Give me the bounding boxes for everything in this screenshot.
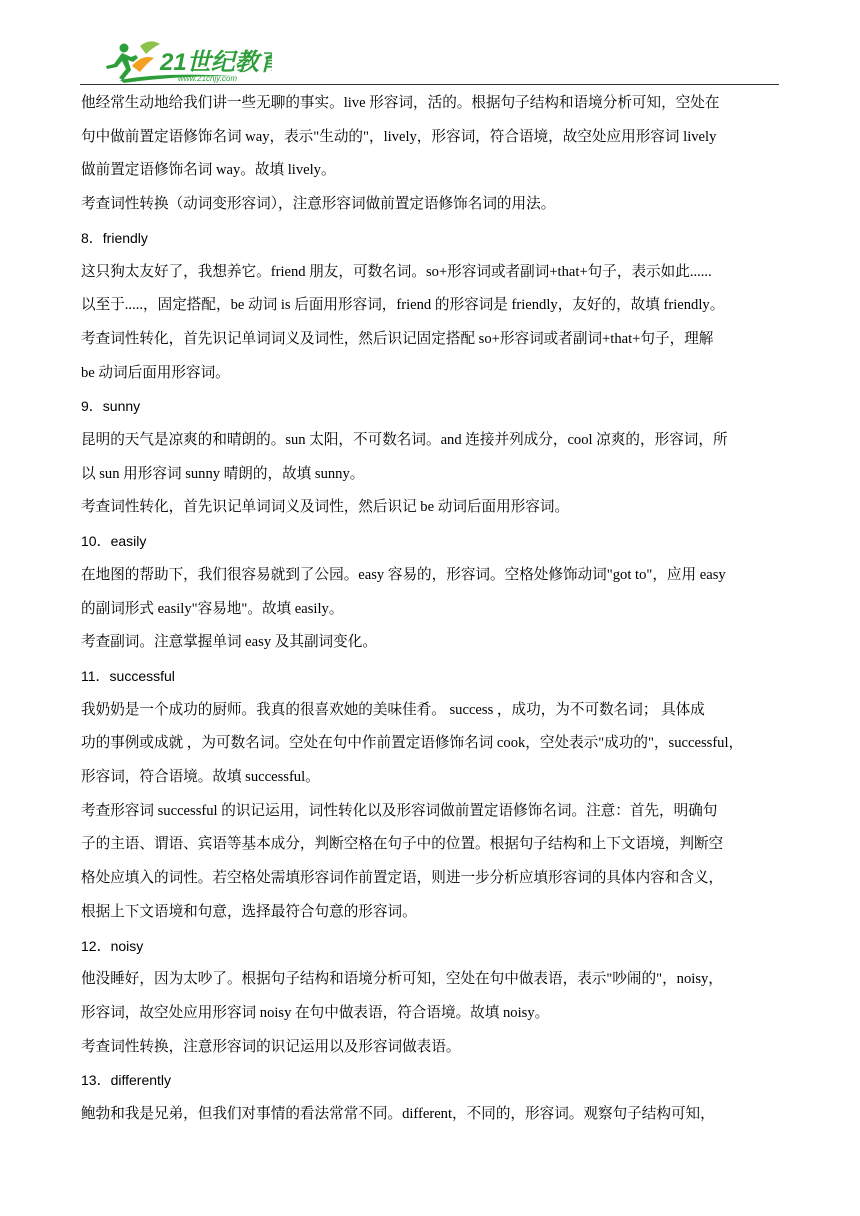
- explanation-line: 考查词性转化，首先识记单词词义及词性，然后识记 be 动词后面用形容词。: [81, 499, 570, 516]
- header-divider: [80, 84, 779, 85]
- explanation-line: 在地图的帮助下，我们很容易就到了公园。easy 容易的，形容词。空格处修饰动词"got to"，应用 easy: [81, 566, 726, 583]
- explanation-line: 考查词性转换，注意形容词的识记运用以及形容词做表语。: [81, 1038, 461, 1055]
- explanation-line: 形容词，故空处应用形容词 noisy 在句中做表语，符合语境。故填 noisy。: [81, 1004, 550, 1021]
- explanation-line: 我奶奶是一个成功的厨师。我真的很喜欢她的美味佳肴。 success ，成功，为不可数名词； 具体成: [81, 701, 705, 718]
- explanation-line: 考查词性转化，首先识记单词词义及词性，然后识记固定搭配 so+形容词或者副词+that+句子，理解: [81, 330, 714, 347]
- explanation-line: 这只狗太友好了，我想养它。friend 朋友，可数名词。so+形容词或者副词+that+句子，表示如此......: [81, 263, 712, 280]
- explanation-line: 句中做前置定语修饰名词 way，表示"生动的"，lively，形容词，符合语境，故空处应用形容词 lively: [81, 128, 717, 145]
- question-number-answer: 9．sunny: [81, 398, 141, 415]
- question-number-answer: 11．successful: [81, 667, 175, 684]
- explanation-line: 他经常生动地给我们讲一些无聊的事实。live 形容词，活的。根据句子结构和语境分析可知，空处在: [81, 95, 720, 111]
- explanation-line: 的副词形式 easily"容易地"。故填 easily。: [81, 600, 344, 617]
- explanation-line: be 动词后面用形容词。: [81, 364, 230, 381]
- document-body: [81, 87, 781, 1132]
- explanation-line: 考查副词。注意掌握单词 easy 及其副词变化。: [81, 634, 377, 651]
- question-number-answer: 13．differently: [81, 1072, 172, 1089]
- explanation-line: 昆明的天气是凉爽的和晴朗的。sun 太阳，不可数名词。and 连接并列成分，cool 凉爽的，形容词，所: [81, 432, 728, 449]
- explanation-line: 根据上下文语境和句意，选择最符合句意的形容词。: [81, 903, 417, 920]
- logo-url: www.21cnjy.com: [178, 74, 237, 83]
- explanation-line: 鲍勃和我是兄弟，但我们对事情的看法常常不同。different，不同的，形容词。观察句子结构可知，: [81, 1106, 715, 1123]
- explanation-line: 以至于.....，固定搭配，be 动词 is 后面用形容词，friend 的形容词是 friendly，友好的，故填 friendly。: [81, 297, 725, 314]
- explanation-line: 形容词，符合语境。故填 successful。: [81, 769, 320, 786]
- explanation-line: 以 sun 用形容词 sunny 晴朗的，故填 sunny。: [81, 465, 365, 482]
- explanation-line: 考查形容词 successful 的识记运用，词性转化以及形容词做前置定语修饰名词。注意：首先，明确句: [81, 802, 718, 819]
- explanation-line: 功的事例或成就 ，为可数名词。空处在句中作前置定语修饰名词 cook，空处表示"成功的"，successful，: [81, 735, 744, 752]
- explanation-line: 做前置定语修饰名词 way。故填 lively。: [81, 162, 336, 179]
- question-number-answer: 10．easily: [81, 533, 147, 550]
- brand-logo: [102, 36, 272, 84]
- explanation-line: 格处应填入的词性。若空格处需填形容词作前置定语，则进一步分析应填形容词的具体内容和含义，: [81, 870, 724, 887]
- runner-logo-icon: [102, 36, 272, 84]
- logo-wordmark: 21世纪教育: [160, 49, 272, 76]
- question-number-answer: 12．noisy: [81, 937, 144, 954]
- explanation-line: 考查词性转换（动词变形容词），注意形容词做前置定语修饰名词的用法。: [81, 196, 556, 213]
- explanation-line: 子的主语、谓语、宾语等基本成分，判断空格在句子中的位置。根据句子结构和上下文语境，判断空: [81, 836, 724, 853]
- page-header: [80, 36, 780, 88]
- question-number-answer: 8．friendly: [81, 229, 148, 246]
- explanation-line: 他没睡好，因为太吵了。根据句子结构和语境分析可知，空处在句中做表语，表示"吵闹的"，noisy，: [81, 971, 723, 988]
